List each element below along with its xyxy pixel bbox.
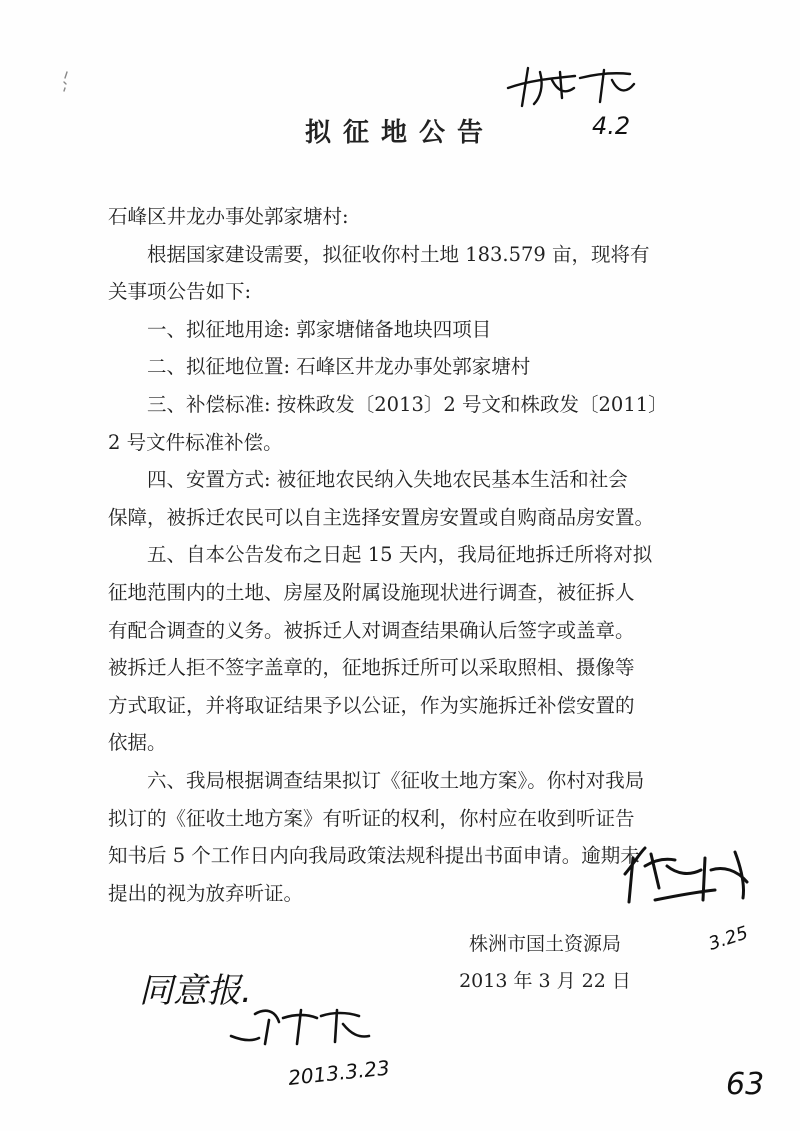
top-handwritten-signature — [500, 58, 670, 138]
item-6-line-2: 拟订的《征收土地方案》有听证的权利，你村应在收到听证告 — [108, 806, 635, 830]
bottom-signature — [225, 1000, 385, 1055]
item-6-line-1: 六、我局根据调查结果拟订《征收土地方案》。你村对我局 — [147, 768, 645, 792]
intro-line-1: 根据国家建设需要，拟征收你村土地 183.579 亩，现将有 — [147, 242, 650, 266]
bottom-date-handwriting — [285, 1055, 435, 1100]
item-6-line-4: 提出的视为放弃听证。 — [108, 881, 304, 905]
item-5-line-6: 依据。 — [108, 731, 167, 755]
addressee: 石峰区井龙办事处郭家塘村: — [108, 205, 349, 228]
top-date-note: 4.2 — [592, 112, 631, 140]
page-number: 63 — [726, 1067, 765, 1102]
item-3-line-1: 三、补偿标准: 按株政发〔2013〕2 号文和株政发〔2011〕 — [147, 392, 668, 416]
item-5-line-5: 方式取证，并将取证结果予以公证，作为实施拆迁补偿安置的 — [108, 693, 635, 717]
item-1: 一、拟征地用途: 郭家塘储备地块四项目 — [147, 317, 492, 341]
item-3-line-2: 2 号文件标准补偿。 — [108, 430, 283, 454]
item-5-line-2: 征地范围内的土地、房屋及附属设施现状进行调查，被征拆人 — [108, 580, 635, 604]
page-number-handwriting — [722, 1058, 772, 1108]
item-4-line-2: 保障，被拆迁农民可以自主选择安置房安置或自购商品房安置。 — [108, 505, 655, 529]
right-date-note: 3.25 — [706, 922, 751, 955]
notice-body — [108, 198, 698, 912]
item-4-line-1: 四、安置方式: 被征地农民纳入失地农民基本生活和社会 — [147, 468, 628, 492]
item-5-line-3: 有配合调查的义务。被拆迁人对调查结果确认后签字或盖章。 — [108, 618, 635, 642]
item-6-line-3: 知书后 5 个工作日内向我局政策法规科提出书面申请。逾期未 — [108, 844, 640, 868]
bottom-date: 2013.3.23 — [287, 1055, 391, 1090]
official-signature — [615, 840, 775, 960]
paper-speck-mark — [62, 70, 70, 92]
item-5-line-1: 五、自本公告发布之日起 15 天内，我局征地拆迁所将对拟 — [147, 543, 653, 567]
issue-date: 2013 年 3 月 22 日 — [459, 970, 631, 992]
issuer-name: 株洲市国土资源局 — [468, 933, 621, 955]
page-title: 拟征地公告 — [304, 118, 495, 148]
approval-note: 同意报. — [139, 971, 252, 1011]
intro-line-2: 关事项公告如下: — [108, 280, 252, 304]
item-5-line-4: 被拆迁人拒不签字盖章的，征地拆迁所可以采取照相、摄像等 — [108, 656, 635, 680]
item-2: 二、拟征地位置: 石峰区井龙办事处郭家塘村 — [147, 355, 531, 379]
